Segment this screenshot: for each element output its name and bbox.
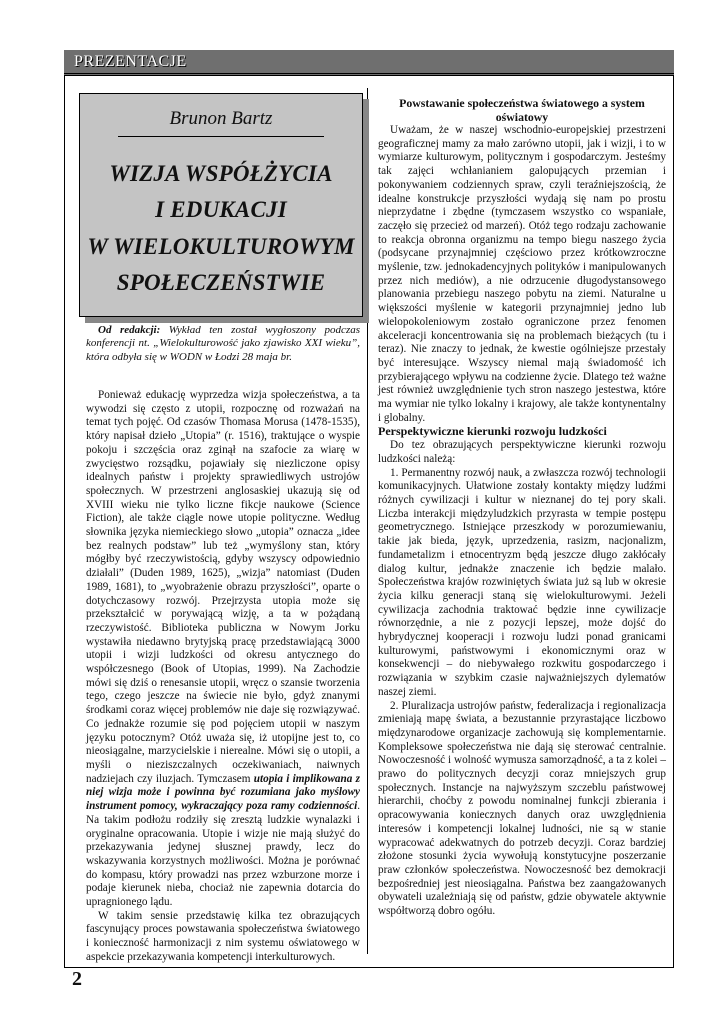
title-line: SPOŁECZEŃSTWIE (116, 269, 326, 295)
article-title (80, 156, 362, 301)
body-paragraph (86, 910, 360, 965)
left-column (86, 389, 360, 965)
editor-note-text: Wykład ten został wygłoszony podczas konferencji nt. „Wielokulturowość jako zjawisko XXI wieku”, która odbyła się w WODN w Łodzi 28 maja br. (86, 324, 361, 363)
title-line: W WIELOKULTUROWYM (87, 233, 355, 259)
section-label: PREZENTACJE (74, 53, 187, 70)
paragraph-text: Ponieważ edukację wyprzedza wizja społeczeństwa, a ta wywodzi się często z utopii, rozpocznę od rozważań na temat tych pojęć. Od czasów Thomasa Morusa (1478-1535), który napisał dzieło „Utopia” (r. 1516), traktujące o wyspie pokoju i szczęścia oraz zginął na szafocie za wiarę w zwycięstwo rozsądku, pojawiały się niezliczone opisy idealnych państw i projekty sprawiedliwych ustrojów społecznych. W przestrzeni anglosaskiej ukazują się od XVIII wieku nie tylko liczne fikcje naukowe (Science Fiction), ale także ciągle nowe utopie polityczne. Według słownika języka niemieckiego słowo „utopia” oznacza „idee bez realnych podstaw” lub też „wymyślony stan, który mógłby być rzeczywistością, gdyby wszyscy odpowiednio działali” (Duden 1989, 1625), „wizja” natomiast (Duden 1989, 1681), to „wyobrażenie obrazu przyszłości”, oparte o dotychczasowy rozwój. Przejrzysta utopia może się przekształcić w porywającą wizję, a ta w pożądaną rzeczywistość. Biblioteka publiczna w Nowym Jorku wystawiła niedawno brytyjską pracę przedstawiającą 3000 utopii i wizji ludzkości od okresu antycznego do współczesnego (Book of Utopias, 1999). Na Zachodzie mówi się dziś o renesansie utopii, wręcz o szansie tworzenia tego, czego jeszcze na świecie nie było, gdyż znanymi środkami coraz więcej problemów nie daje się rozwiązywać. Co jednakże rozumie się pod pojęciem utopii w naszym języku potocznym? Otóż uważa się, iż utopijne jest to, co nieosiągalne, marzycielskie i nierealne. Mówi się o utopii, a myśli o nieziszczalnych oczekiwaniach, naiwnych nadziejach czy iluzjach. Tymczasem (86, 389, 360, 785)
editor-note-label: Od redakcji: (98, 324, 161, 336)
paragraph-text: W takim sensie przedstawię kilka tez obrazujących fascynujący proces powstawania społeczeństwa światowego i konieczność harmonizacji z nim systemu oświatowego w aspekcie przekazywania kompetencji interkulturowych. (86, 909, 360, 963)
paragraph-text: . Na takim podłożu rodziły się zresztą ludzkie wynalazki i oryginalne opracowania. Utopie i wizje nie mają służyć do przekazywania jedynej słusznej prawdy, lecz do wskazywania korzystnych możliwości. Można je porównać do kompasu, który prowadzi nas przez wzburzone morze i podaje kierunek nieba, chociaż nie zapewnia dotarcia do upragnionego lądu. (86, 800, 360, 909)
section-banner (64, 50, 674, 76)
body-paragraph: 1. Permanentny rozwój nauk, a zwłaszcza rozwój technologii komunikacyjnych. Ułatwione zostały kontakty między ludźmi różnych cywilizacji i kultur w nieznanej do tej pory skali. Liczba interakcji międzyludzkich przyrasta w tempie postępu geometrycznego. Istniejące przeszkody w porozumiewaniu, takie jak bieda, język, uprzedzenia, rasizm, nacjonalizm, fundametalizm i etnocentryzm będą jeszcze długo zakłócały dialog kultur, jednakże znaczenie ich będzie malało. Społeczeństwa krajów rozwiniętych świata już są lub w okresie życia kilku generacji staną się wielokulturowymi. Jeżeli cywilizacja zachodnia traktować będzie inne cywilizacje równorzędnie, a nie z pozycji lepszej, może dojść do hybrydycznej kooperacji i rozwoju ludzi ponad granicami kulturowymi, państwowymi i ekonomicznymi oraz w konsekwencji – do niebywałego rozkwitu gospodarczego i rozwiązania w szybkim czasie najważniejszych dylematów naszej ziemi. (378, 466, 666, 698)
author-name: Brunon Bartz (169, 108, 273, 129)
title-line: I EDUKACJI (155, 197, 287, 223)
body-paragraph (86, 389, 360, 910)
subsection-heading: Perspektywiczne kierunki rozwoju ludzkości (378, 424, 607, 439)
body-paragraph: Do tez obrazujących perspektywiczne kierunki rozwoju ludzkości należą: (378, 439, 666, 465)
body-paragraph: Uważam, że w naszej wschodnio-europejskiej przestrzeni geograficznej mamy za mało zarówno utopii, jak i wizji, i to w wymiarze kulturowym, politycznym i gospodarczym. Jesteśmy tak zajęci wchłanianiem galopujących przemian i pokonywaniem codziennych spraw, czyli teraźniejszością, że idealne konstrukcje przyszłości wydają się nam po prostu nieprzydatne i zbędne (tymczasem wszystko co wspaniałe, zaczęło się przecież od marzeń). Otóż tego rodzaju zachowanie to reakcja obronna organizmu na tempo biegu naszego życia (podsycane przynajmniej częściowo przez krótkowzroczne myślenie, tzw. jednokadencyjnych polityków i manipulowanych przez nich mediów), a nie odrzucenie długodystansowego planowania przebiegu naszego pobytu na ziemi. Naturalne u większości myślenie w kategorii przynajmniej jedno lub wielopokoleniowym zostało ograniczone przez fenomen akceleracji koncentrowania się na problemach bieżących (tu i teraz). Nie znaczy to jednak, że kwestie ogólniejsze przestały być interesujące. Wszyscy niemal mają świadomość ich przybierającego wpływu na codzienne życie. Dlatego też ważne jest również uwzględnienie tych stron naszego jestestwa, które ma wymiar nie tylko lokalny i krajowy, ale także kontynentalny i globalny. (378, 124, 666, 424)
page-number: 2 (72, 968, 82, 990)
title-box (79, 93, 363, 317)
right-column (378, 96, 666, 919)
title-line: WIZJA WSPÓŁŻYCIA (109, 161, 333, 186)
column-divider (367, 88, 368, 954)
body-paragraph: 2. Pluralizacja ustrojów państw, federalizacja i regionalizacja zmieniają mapę świata, a bezustannie przyrastające liczbowo międzynarodowe organizacje zachowują się komplementarnie. Kompleksowe społeczeństwa nie dają się sterować centralnie. Nowoczesność i wolność wymusza samorządność, a ta z kolei – prawo do politycznych decyzji coraz mniejszych grup społecznych. Instancje na najwyższym szczeblu państwowej hierarchii, choćby z powodu nominalnej funkcji zbierania i opracowywania koniecznych danych oraz uwzględnienia interesów i kompetencji lokalnej ludności, nie są w stanie wypracować adekwatnych do potrzeb decyzji. Coraz bardziej złożone stosunki życia wywołują konstytucyjne poszerzanie praw członków społeczeństwa. Nowoczesność bez demokracji bezpośredniej jest nieosiągalna. Państwa bez zaangażowanych obywateli uzależniają się od państw, gdzie obywatele aktywnie współtworzą dobro ogółu. (378, 699, 666, 918)
emphasis-text: utopia i implikowana z niej wizja może i powinna być rozumiana jako myślowy instrument pomocy, wykraczający poza ramy codzienności (86, 772, 360, 813)
author-divider (118, 136, 324, 137)
section-heading: Powstawanie społeczeństwa światowego a system oświatowy (399, 96, 645, 124)
editor-note (86, 324, 360, 364)
